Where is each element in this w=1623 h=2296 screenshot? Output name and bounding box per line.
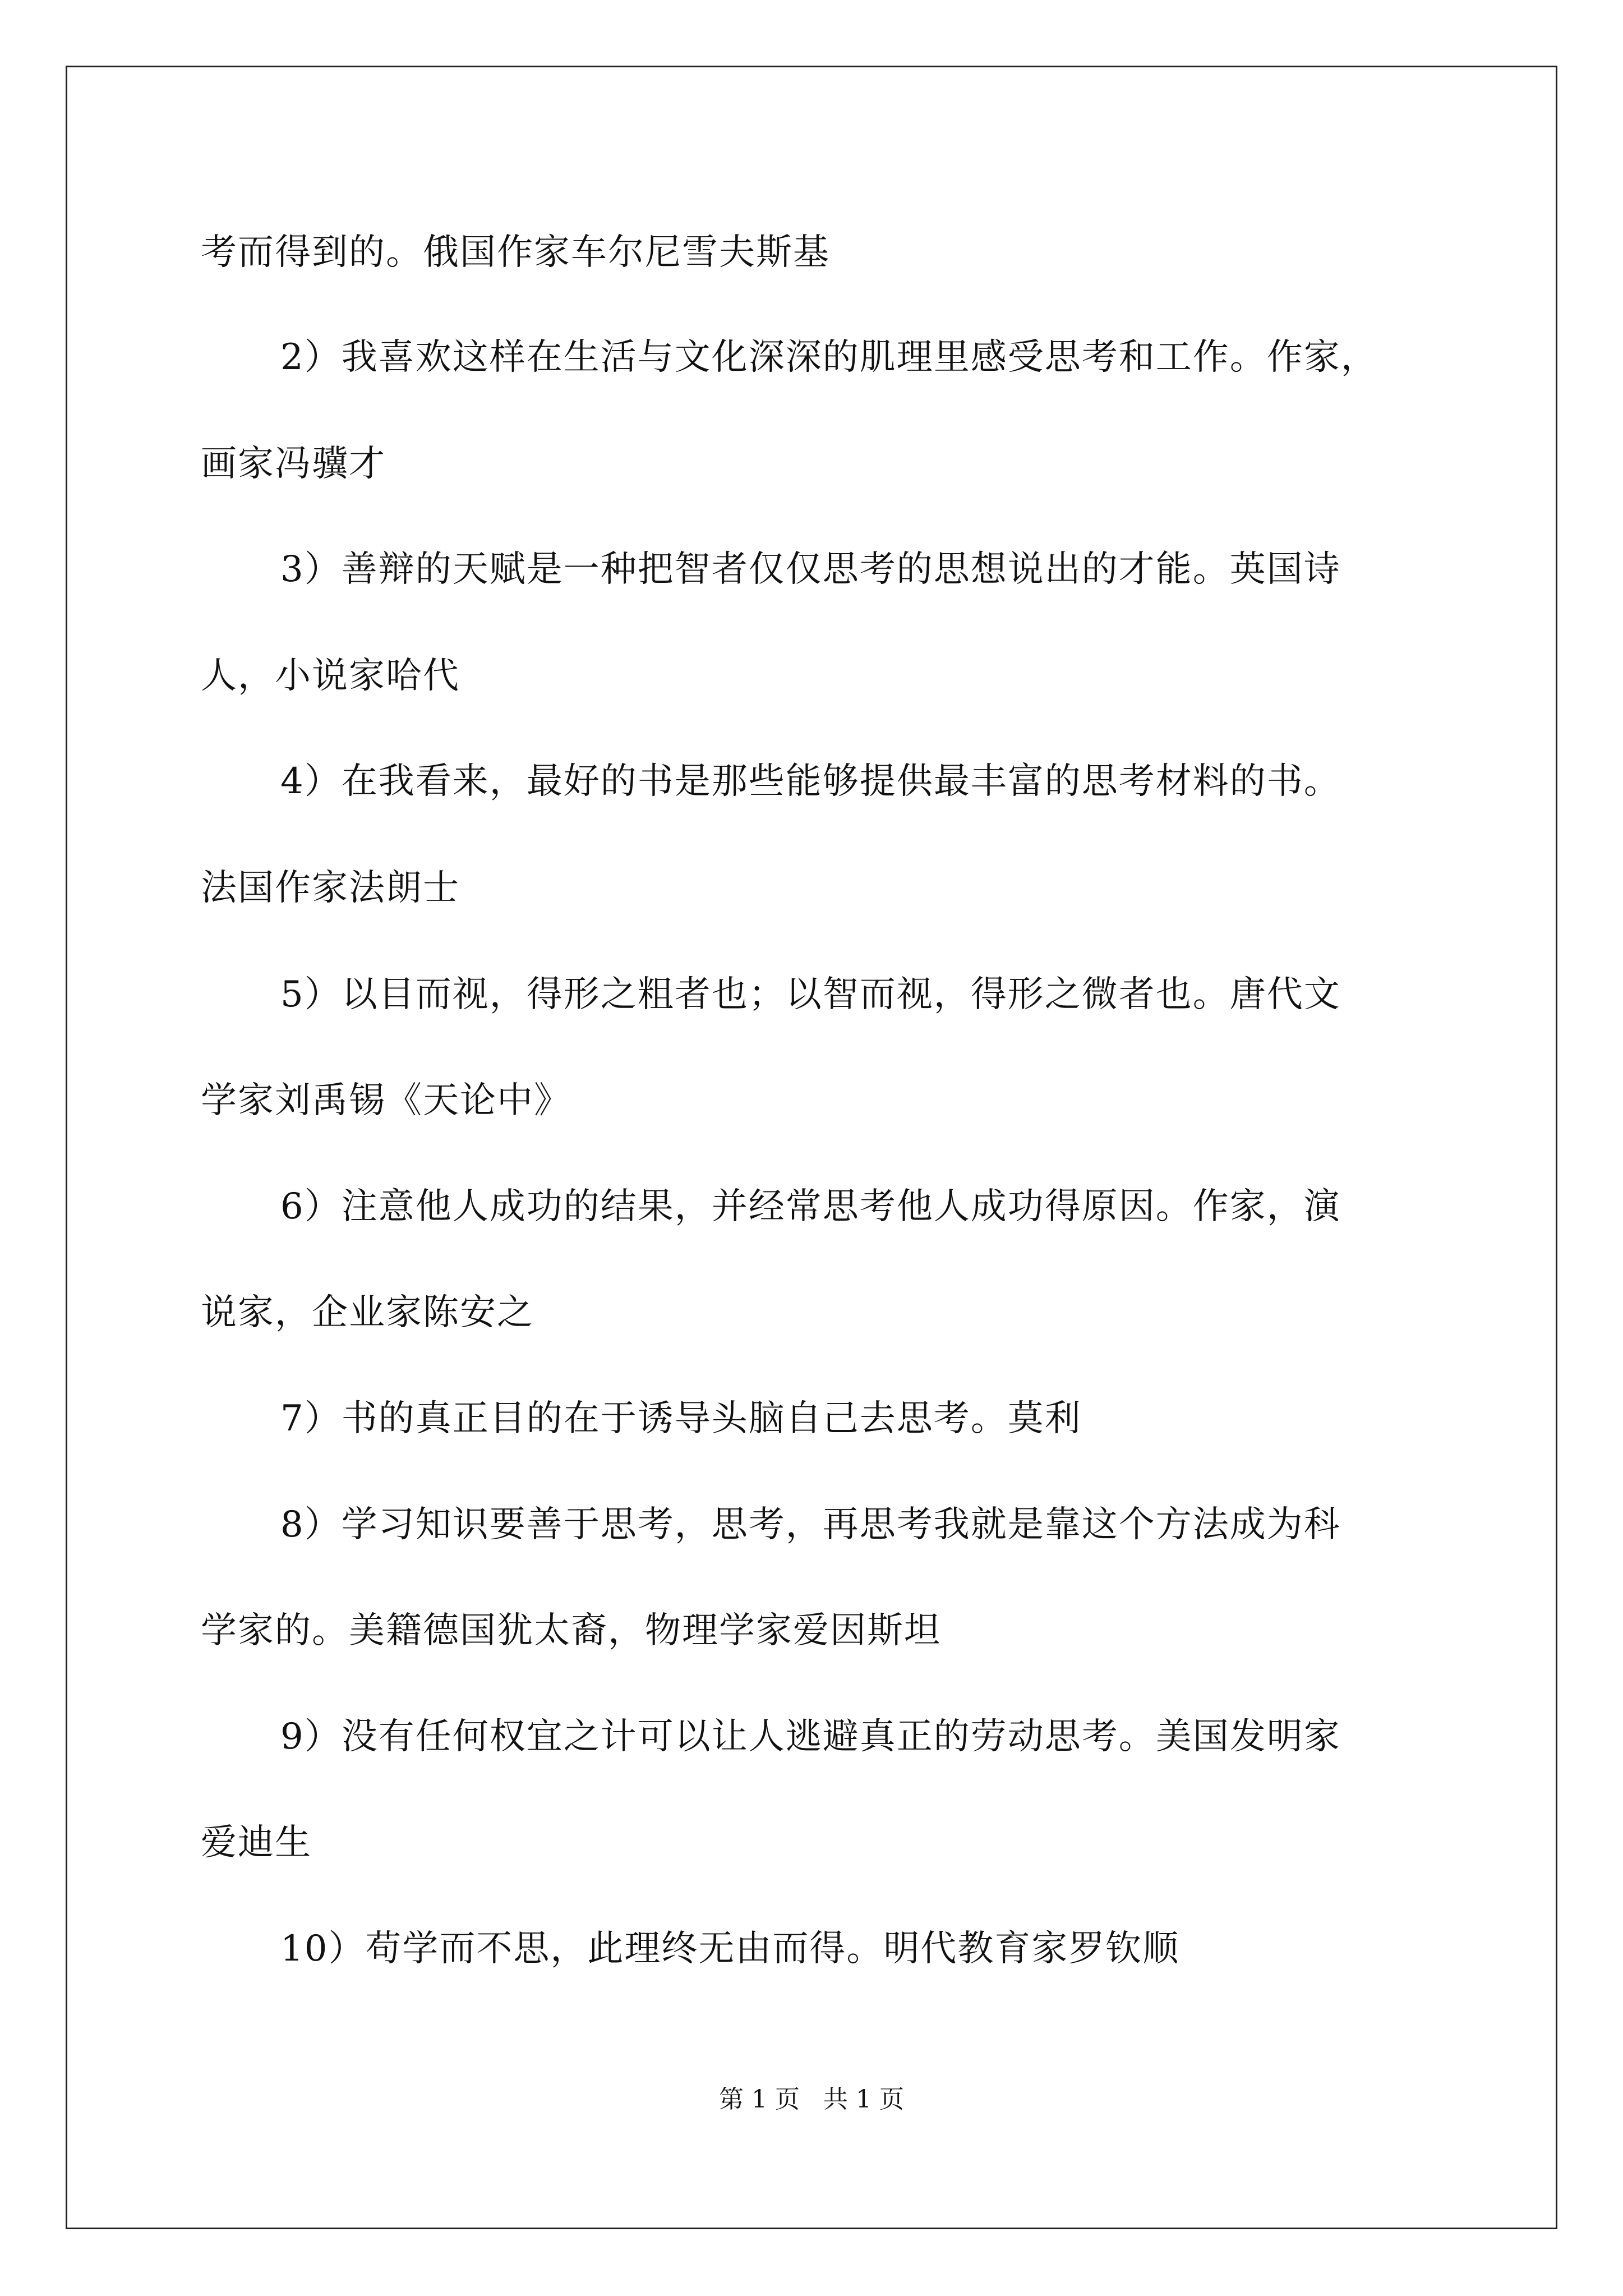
quote-5-line-2: 学家刘禹锡《天论中》 — [201, 1080, 571, 1121]
quote-9-line-2: 爱迪生 — [201, 1822, 312, 1864]
text-line: 考而得到的。俄国作家车尔尼雪夫斯基 — [201, 232, 830, 273]
quote-4-line-1: 4）在我看来，最好的书是那些能够提供最丰富的思考材料的书。 — [280, 761, 1341, 802]
quote-2-line-2: 画家冯骥才 — [201, 443, 386, 485]
quote-4-line-2: 法国作家法朗士 — [201, 867, 460, 909]
quote-3-line-1: 3）善辩的天赋是一种把智者仅仅思考的思想说出的才能。英国诗 — [280, 549, 1341, 590]
page-footer: 第 1 页 共 1 页 — [719, 2085, 904, 2114]
quote-5-line-1: 5）以目而视，得形之粗者也；以智而视，得形之微者也。唐代文 — [280, 974, 1341, 1015]
quote-6-line-2: 说家，企业家陈安之 — [201, 1292, 534, 1333]
quote-9-line-1: 9）没有任何权宜之计可以让人逃避真正的劳动思考。美国发明家 — [280, 1716, 1341, 1757]
quote-3-line-2: 人，小说家哈代 — [201, 655, 460, 697]
quote-10-line-1: 10）苟学而不思，此理终无由而得。明代教育家罗钦顺 — [280, 1928, 1180, 1970]
quote-2-line-1: 2）我喜欢这样在生活与文化深深的肌理里感受思考和工作。作家， — [280, 337, 1378, 378]
quote-7-line-1: 7）书的真正目的在于诱导头脑自己去思考。莫利 — [280, 1398, 1082, 1439]
page-border — [66, 66, 1557, 2229]
quote-8-line-2: 学家的。美籍德国犹太裔，物理学家爱因斯坦 — [201, 1610, 941, 1651]
quote-8-line-1: 8）学习知识要善于思考，思考，再思考我就是靠这个方法成为科 — [280, 1504, 1341, 1545]
quote-6-line-1: 6）注意他人成功的结果，并经常思考他人成功得原因。作家，演 — [280, 1186, 1341, 1227]
